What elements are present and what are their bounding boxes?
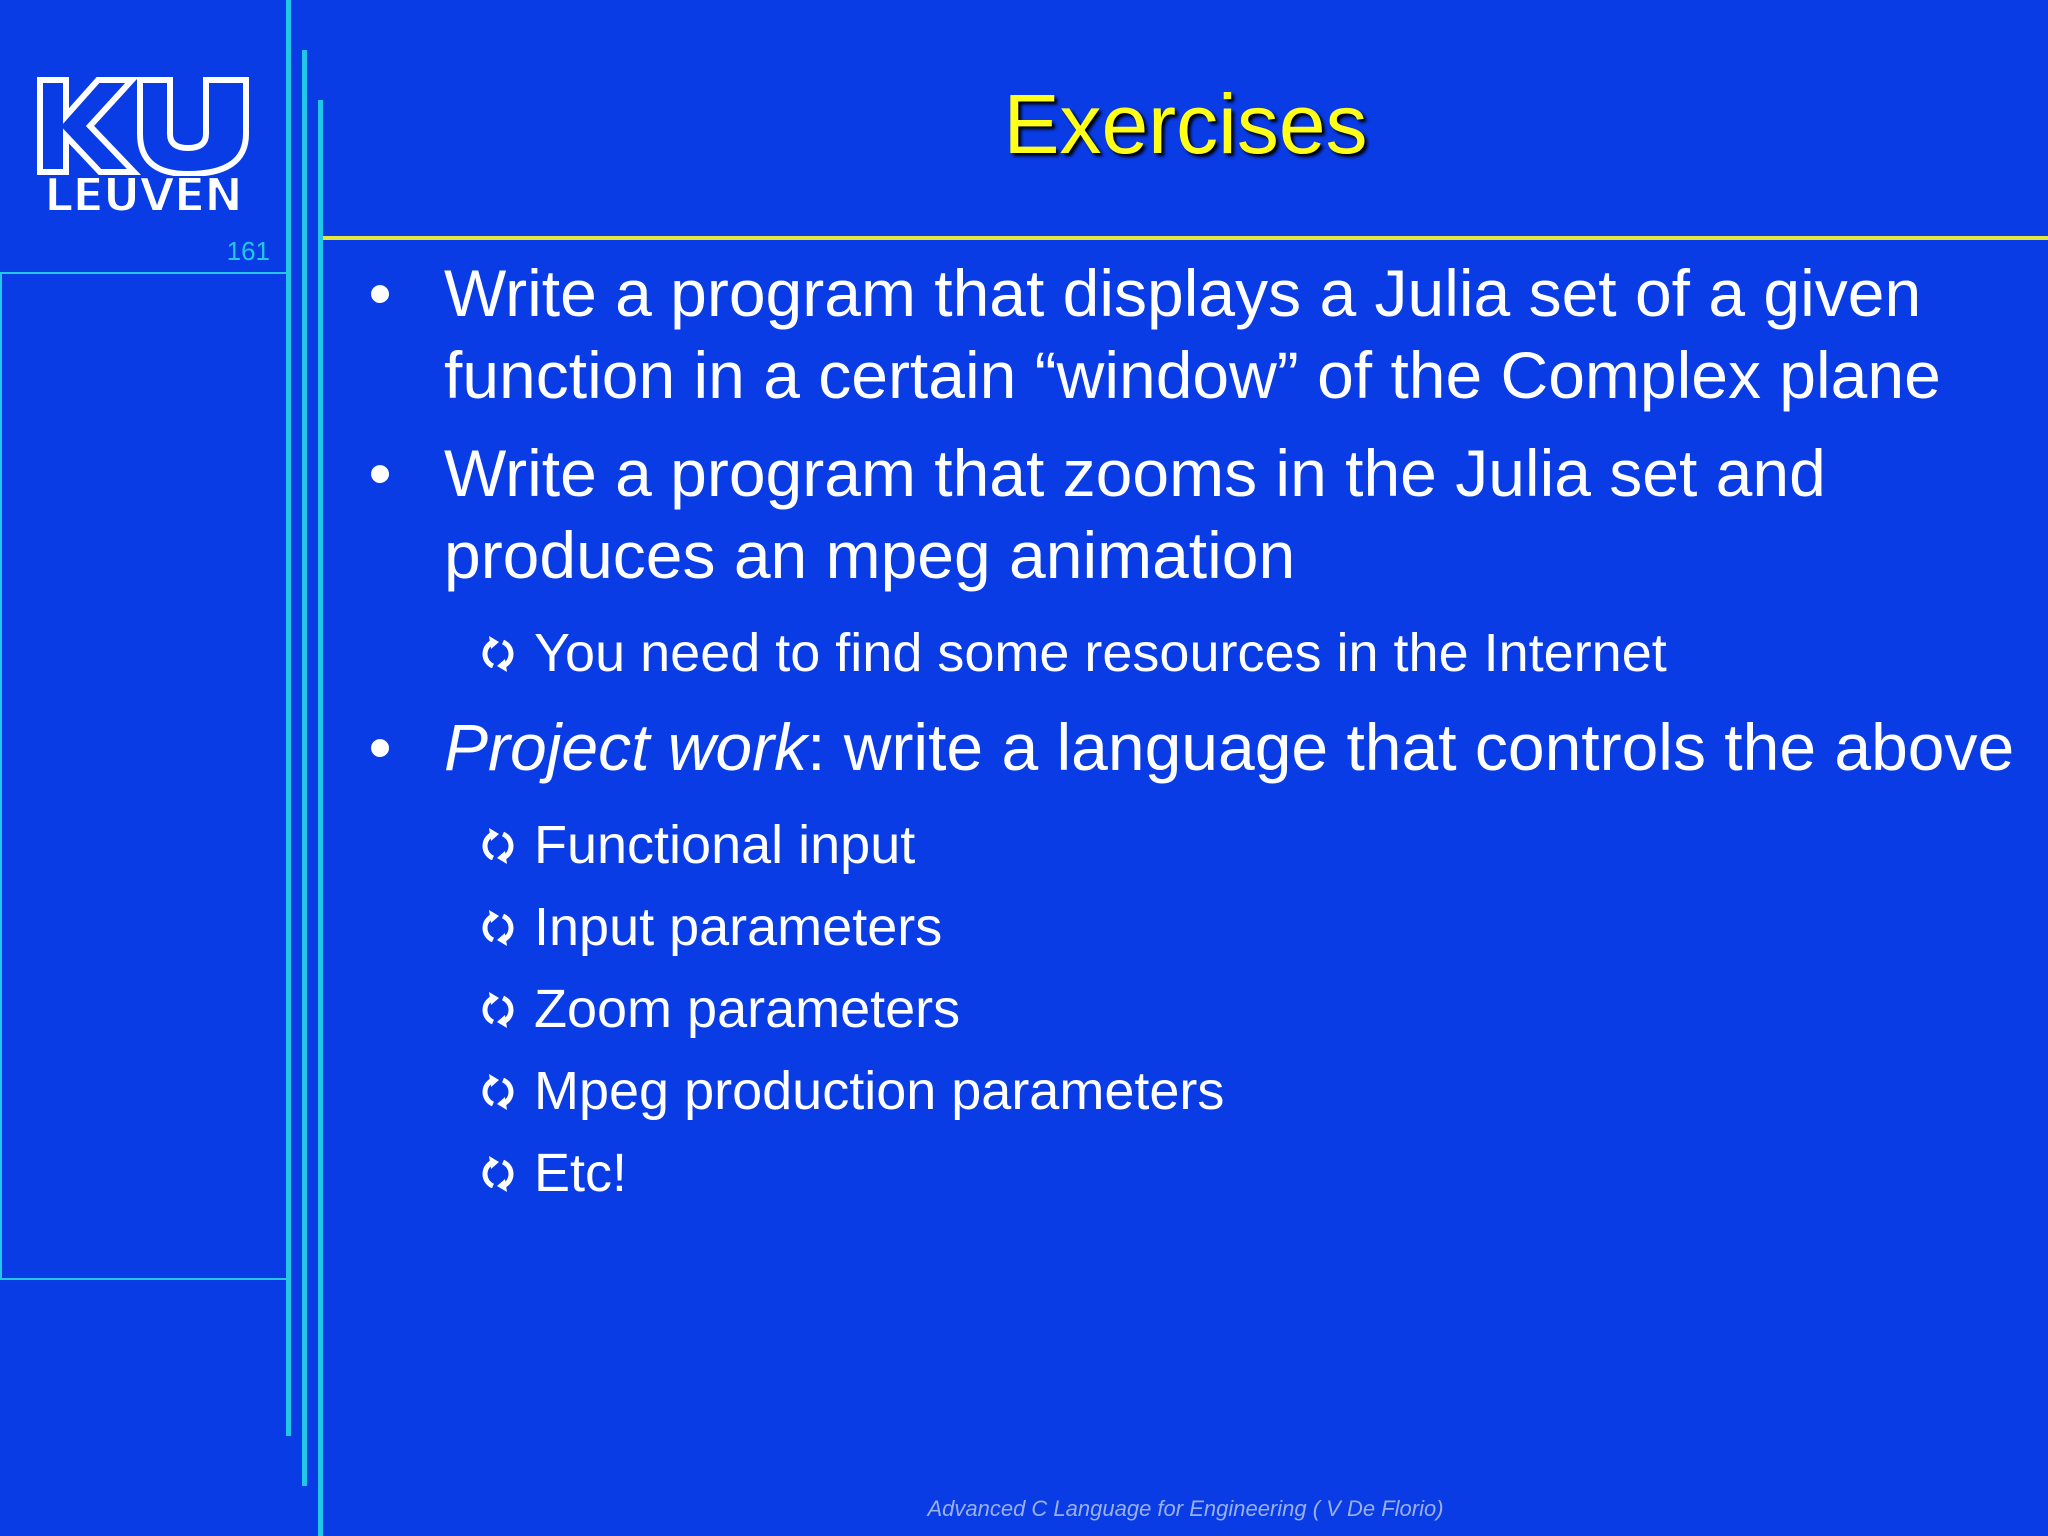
sub-list	[360, 804, 2020, 1214]
ku-leuven-logo	[36, 76, 250, 226]
ku-mark-icon	[36, 76, 250, 176]
sidebar-frame	[0, 272, 286, 1280]
bullet-dot: •	[368, 256, 392, 330]
cycle-arrows-icon	[478, 826, 518, 866]
cycle-arrows-icon	[478, 1072, 518, 1112]
bullet-item	[360, 706, 2020, 788]
bullet-text: Write a program that displays a Julia set of a given function in a certain “window” of the Complex plane	[444, 256, 1941, 412]
sub-item-text: Functional input	[534, 815, 916, 875]
sub-item	[360, 968, 2020, 1050]
sub-item-text: You need to find some resources in the Internet	[534, 623, 1667, 683]
cycle-arrows-icon	[478, 1154, 518, 1194]
logo-wordmark: LEUVEN	[44, 168, 242, 222]
bullet-text: Write a program that zooms in the Julia set and produces an mpeg animation	[444, 436, 1826, 592]
bullet-item	[360, 252, 2020, 416]
frame-line	[286, 0, 291, 1436]
bullet-dot: •	[368, 436, 392, 510]
page-number: 161	[226, 236, 270, 266]
sub-item	[360, 612, 2020, 694]
title-divider	[323, 236, 2048, 240]
sub-item	[360, 804, 2020, 886]
bullet-text: : write a language that controls the above	[807, 710, 2015, 784]
sub-list	[360, 612, 2020, 694]
sub-item-text: Input parameters	[534, 897, 943, 957]
sub-item	[360, 886, 2020, 968]
footer-text: Advanced C Language for Engineering ( V De Florio)	[927, 1496, 1444, 1521]
sub-item-text: Zoom parameters	[534, 979, 961, 1039]
slide-content	[360, 252, 2020, 1226]
sub-item-text: Etc!	[534, 1143, 628, 1203]
cycle-arrows-icon	[478, 990, 518, 1030]
frame-line	[302, 50, 307, 1486]
bullet-item	[360, 432, 2020, 596]
sub-item-text: Mpeg production parameters	[534, 1061, 1225, 1121]
slide-title: Exercises	[1003, 77, 1368, 171]
sub-item	[360, 1050, 2020, 1132]
bullet-dot: •	[368, 710, 392, 784]
frame-line	[318, 100, 323, 1536]
cycle-arrows-icon	[478, 908, 518, 948]
sub-item	[360, 1132, 2020, 1214]
cycle-arrows-icon	[478, 634, 518, 674]
bullet-emphasis: Project work	[444, 710, 808, 784]
